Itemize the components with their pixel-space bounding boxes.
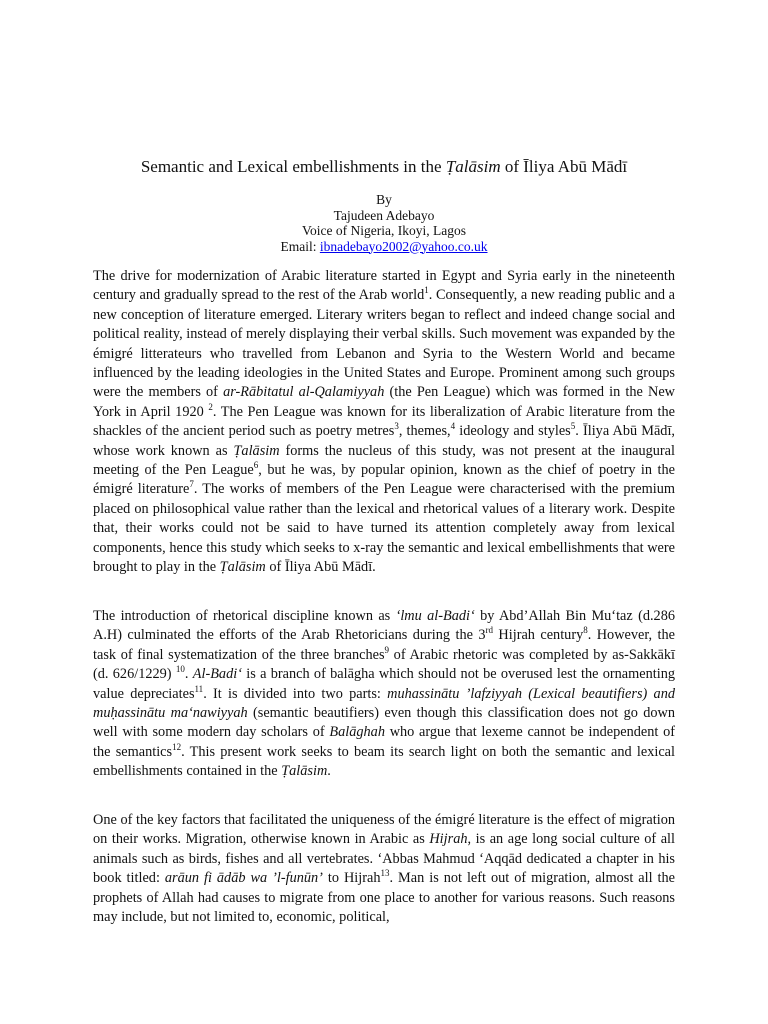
text-run: of Arabic rhetoric was completed by as-Sakkākī (d. 626/1229) bbox=[93, 646, 675, 683]
text-run: The introduction of rhetorical discipline known as bbox=[93, 608, 396, 624]
email-line bbox=[0, 239, 768, 255]
text-run: forms the nucleus of this study, was not present at the inaugural meeting of the Pen League bbox=[93, 442, 675, 479]
text-run: . However, the task of final systematization of the three branches bbox=[93, 627, 675, 663]
italic-term: arāun fi ādāb wa ’l-funūn’ bbox=[164, 870, 323, 887]
text-run: (semantic beautifiers) even though this classification does not go down well with some modern day scholars of bbox=[93, 705, 675, 741]
text-run: . The Pen League was known for its liberalization of Arabic literature from the shackles of the ancient period such as poetry metres bbox=[93, 403, 675, 440]
text-run: . It is divided into two parts: bbox=[203, 685, 388, 702]
text-run: of Īliya Abū Mādī. bbox=[265, 559, 376, 576]
text-run: . bbox=[184, 666, 193, 683]
by-line: By bbox=[376, 192, 392, 207]
text-run: , but he was, by popular opinion, known as the chief of poetry in the émigré literature bbox=[93, 462, 675, 498]
italic-term: Balāghah bbox=[329, 724, 385, 741]
paper-title bbox=[0, 156, 768, 178]
italic-term: Ṭalāsim bbox=[233, 442, 280, 459]
footnote-ref: 13 bbox=[380, 868, 390, 879]
text-run: . Īliya Abū Mādī, whose work known as bbox=[93, 423, 675, 459]
footnote-ref: 1 bbox=[424, 285, 429, 296]
title-text: Semantic and Lexical embellishments in the bbox=[140, 157, 446, 176]
text-run: ideology and styles bbox=[455, 423, 571, 440]
ordinal-suffix: rd bbox=[485, 625, 494, 636]
email-label: Email: bbox=[280, 238, 320, 254]
text-run: . This present work seeks to beam its search light on both the semantic and lexical embellishments contained in the bbox=[93, 743, 675, 780]
italic-term: Ṭalāsim bbox=[219, 559, 266, 576]
footnote-ref: 9 bbox=[384, 645, 390, 656]
italic-term: Ṭalāsim bbox=[281, 763, 328, 780]
text-run: The drive for modernization of Arabic literature started in Egypt and Syria early in the nineteenth century and gradually spread to the rest of the Arab world bbox=[93, 268, 675, 304]
footnote-ref: 12 bbox=[172, 742, 182, 753]
text-run: who argue that lexeme cannot be independent of the semantics bbox=[93, 724, 675, 760]
italic-term: ‘lmu al-Badi‘ bbox=[395, 608, 475, 624]
text-run: (the Pen League) which was formed in the New York in April 1920 bbox=[93, 384, 676, 420]
text-run: . Man is not left out of migration, almost all the prophets of Allah had causes to migrate from one place to another for various reasons. Such reasons may include, but not limited to, economic, political, bbox=[93, 870, 675, 926]
footnote-ref: 3 bbox=[394, 421, 399, 432]
footnote-ref: 7 bbox=[189, 479, 194, 490]
footnote-ref: 5 bbox=[570, 421, 576, 432]
paragraph-3 bbox=[93, 811, 675, 927]
footnote-ref: 10 bbox=[175, 664, 185, 675]
text-run: . The works of members of the Pen League were characterised with the premium placed on philosophical value rather than the lexical and rhetorical values of a literary work. Despite that, their works could not be said to have turned its attention completely away from lexical components, hence this study which seeks to x-ray the semantic and lexical embellishments that were brought to play in the bbox=[93, 481, 675, 576]
footnote-ref: 8 bbox=[583, 625, 588, 636]
text-run: . Consequently, a new reading public and a new conception of literature emerged. Literary writers began to reflect and indeed change social and political reality, instead of merely displaying their verbal skills. Such movement was expanded by the émigré litterateurs who travelled from Lebanon and Syria to the Western World and became influenced by the leading ideologies in the United States and Europe. Prominent among such groups were the members of bbox=[93, 287, 676, 401]
footnote-ref: 4 bbox=[450, 421, 456, 432]
footnote-ref: 2 bbox=[208, 402, 213, 413]
text-run: by Abd’Allah Bin Mu‘taz (d.286 A.H) culminated the efforts of the Arab Rhetoricians during the 3 bbox=[93, 608, 675, 644]
paragraph-1 bbox=[93, 267, 675, 578]
author-affiliation: Voice of Nigeria, Ikoyi, Lagos bbox=[302, 223, 466, 238]
text-run: , themes, bbox=[398, 423, 451, 440]
text-run: Hijrah century bbox=[493, 627, 584, 644]
italic-term: Al-Badi‘ bbox=[192, 666, 242, 683]
italic-term: Hijrah bbox=[429, 831, 468, 848]
text-run: One of the key factors that facilitated the uniqueness of the émigré literature is the effect of migration on their works. Migration, otherwise known in Arabic as bbox=[93, 812, 675, 848]
paragraph-2 bbox=[93, 607, 675, 782]
footnote-ref: 6 bbox=[253, 460, 259, 471]
text-run: to Hijrah bbox=[322, 870, 381, 887]
footnote-ref: 11 bbox=[194, 683, 204, 694]
author-name: Tajudeen Adebayo bbox=[333, 207, 435, 223]
text-run: is a branch of balāgha which should not be overused lest the ornamenting value depreciates bbox=[93, 666, 675, 702]
title-italic-term: Ṭalāsim bbox=[445, 157, 501, 176]
italic-term: muhassinātu ’lafziyyah (Lexical beautifiers) and muḥassinātu ma‘nawiyyah bbox=[93, 685, 675, 722]
author-block bbox=[0, 192, 768, 254]
italic-term: ar-Rābitatul al-Qalamiyyah bbox=[223, 384, 385, 401]
title-text-end: of Īliya Abū Mādī bbox=[500, 157, 628, 176]
email-link[interactable]: ibnadebayo2002@yahoo.co.uk bbox=[319, 238, 488, 254]
text-run: . bbox=[327, 763, 331, 780]
text-run: , is an age long social culture of all animals such as birds, fishes and all vertebrates. ‘Abbas Mahmud ‘Aqqād dedicated a chapter in his book titled: bbox=[93, 831, 675, 887]
